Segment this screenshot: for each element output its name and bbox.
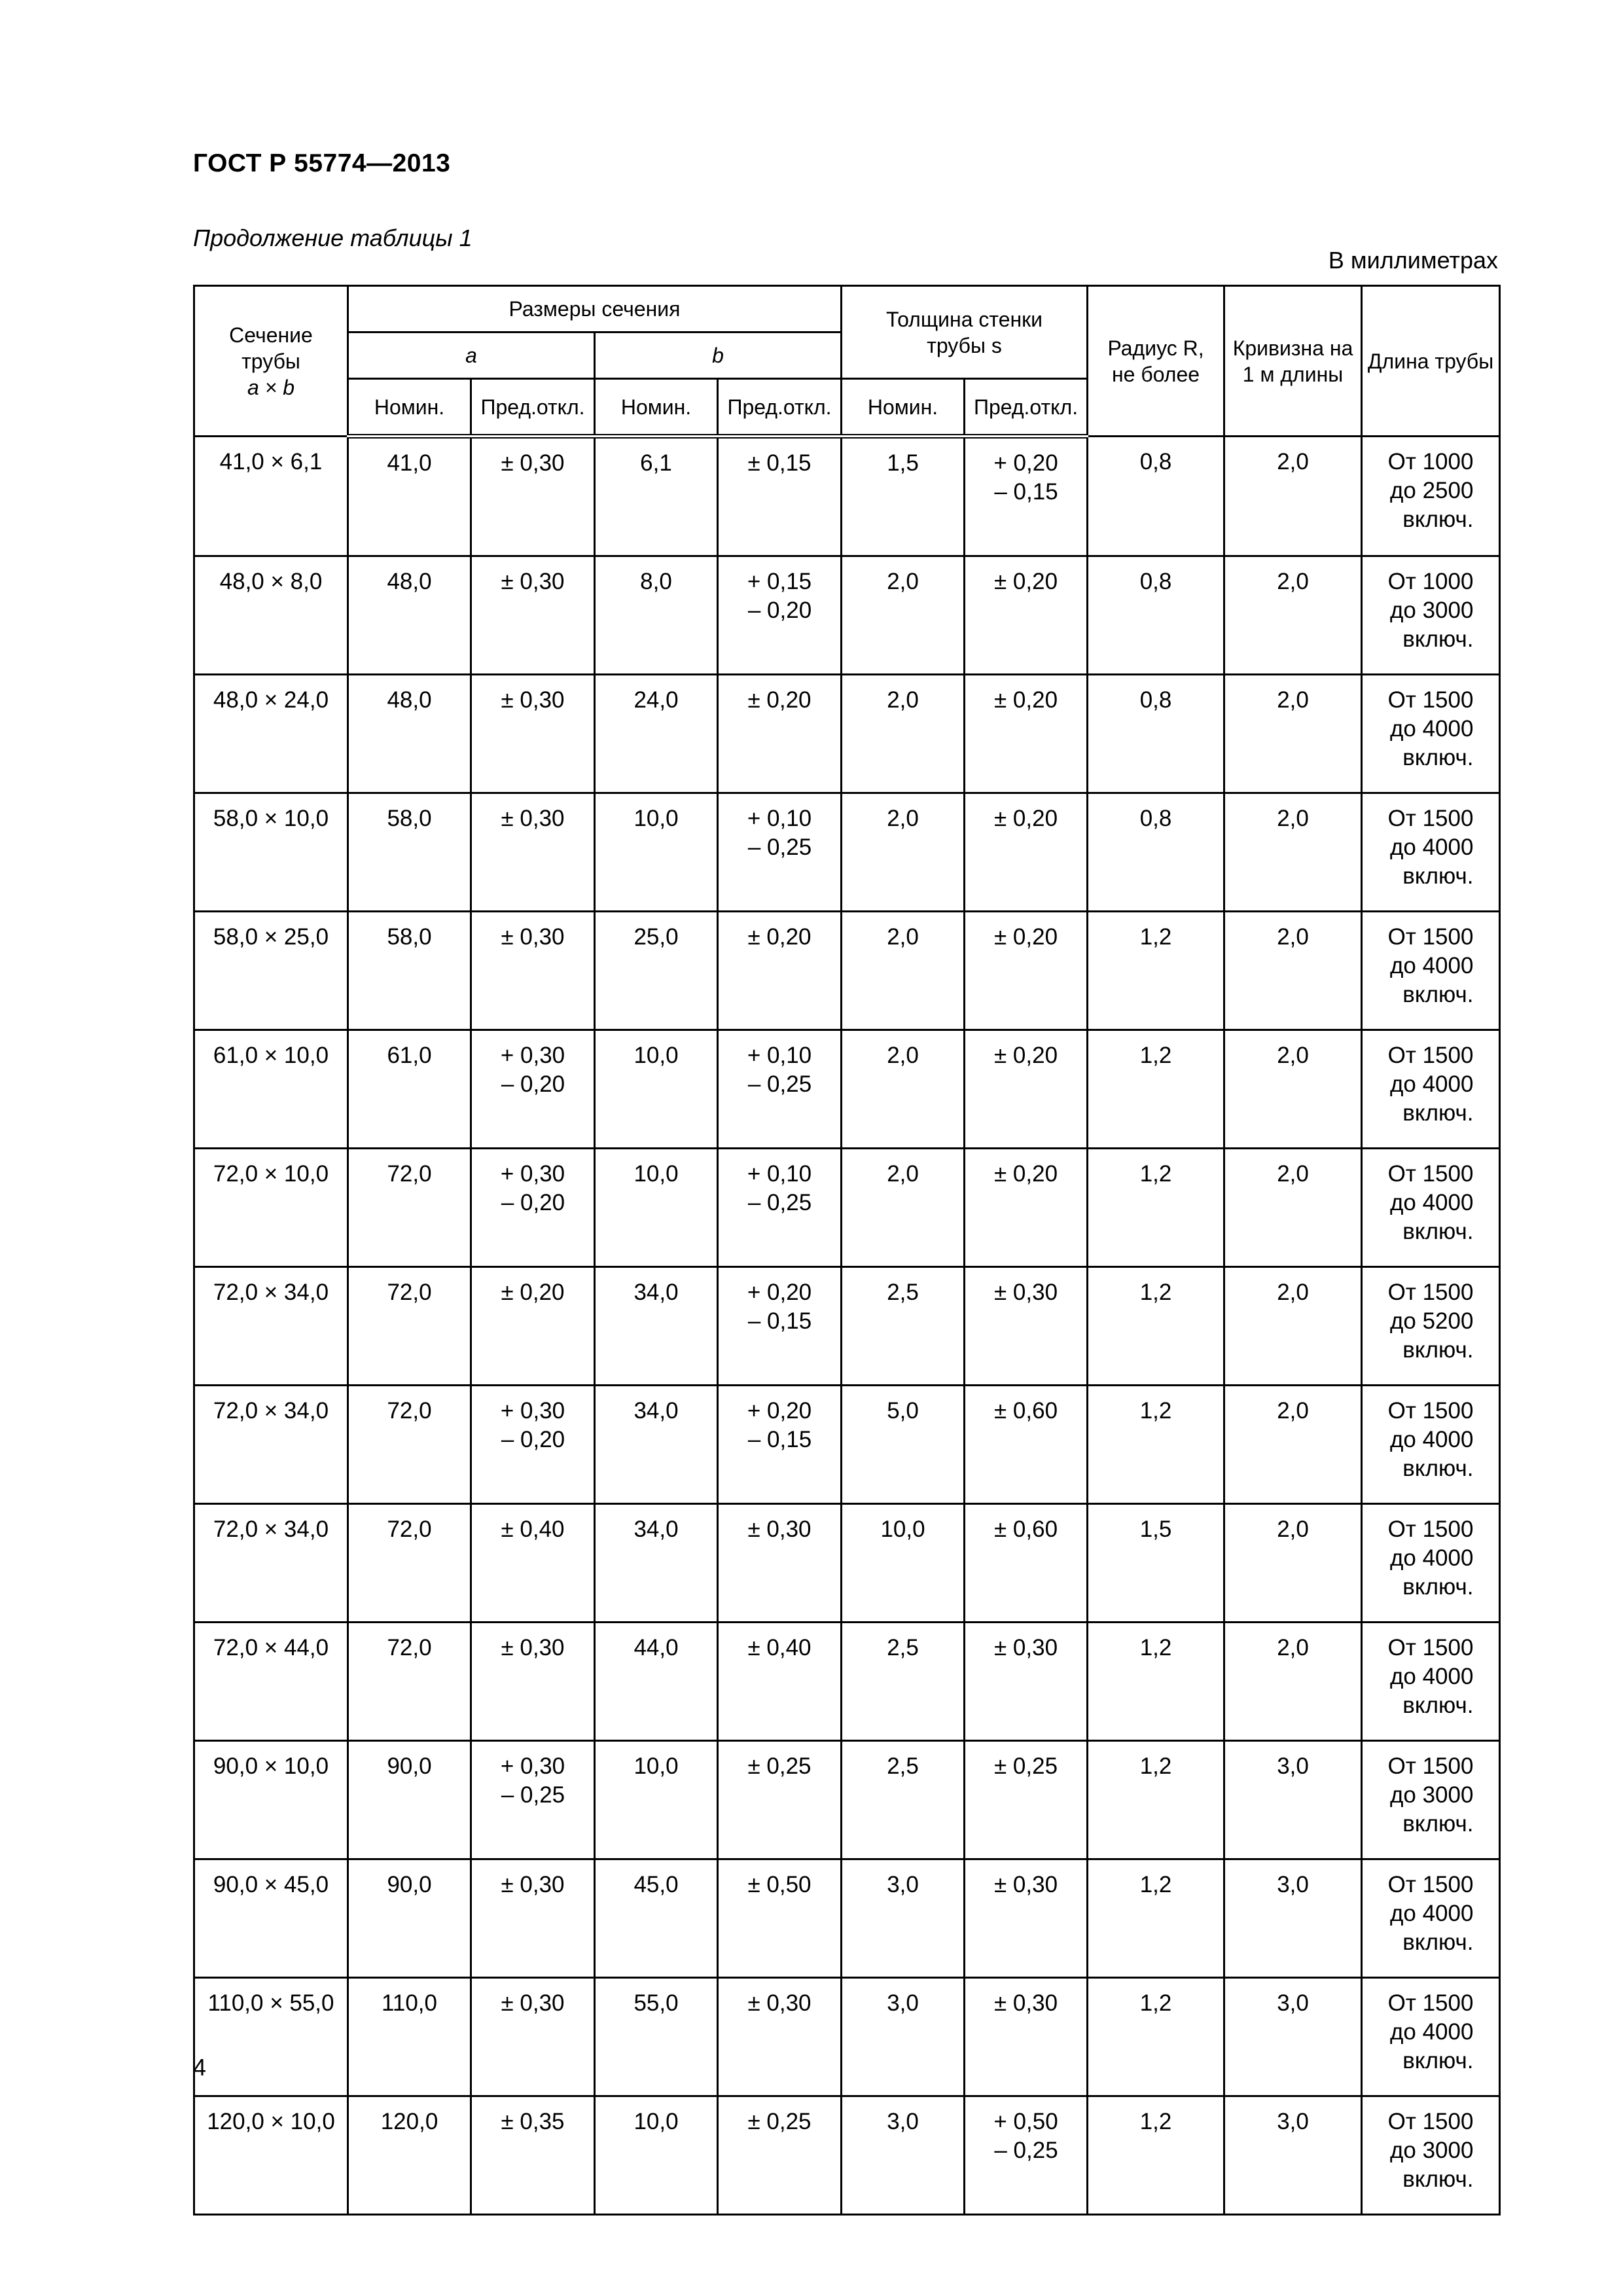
cell-length: От 1500 до 4000 включ. [1362,1859,1500,1978]
table-row [194,437,1500,556]
cell-curvature: 2,0 [1224,556,1362,675]
cell-section: 72,0 × 44,0 [194,1623,348,1741]
cell-a-tolerance: + 0,30 – 0,20 [471,1030,595,1149]
cell-b-tolerance: + 0,10 – 0,25 [718,1149,842,1267]
cell-s-tolerance: ± 0,20 [965,556,1088,675]
cell-length: От 1500 до 4000 включ. [1362,912,1500,1030]
cell-length: От 1500 до 4000 включ. [1362,793,1500,912]
cell-s-tolerance: + 0,20 – 0,15 [965,437,1088,556]
cell-a-nominal: 72,0 [348,1623,471,1741]
cell-b-nominal: 24,0 [595,675,718,793]
cell-s-nominal: 10,0 [842,1504,965,1623]
cell-a-tolerance: ± 0,30 [471,793,595,912]
table-header [194,286,1500,437]
header-s-tolerance: Пред.откл. [965,379,1088,437]
cell-length: От 1500 до 4000 включ. [1362,1386,1500,1504]
cell-curvature: 2,0 [1224,675,1362,793]
cell-length: От 1500 до 4000 включ. [1362,1504,1500,1623]
cell-s-nominal: 2,5 [842,1623,965,1741]
cell-curvature: 2,0 [1224,1149,1362,1267]
cell-curvature: 2,0 [1224,437,1362,556]
cell-length: От 1500 до 4000 включ. [1362,675,1500,793]
cell-a-nominal: 58,0 [348,793,471,912]
table-row [194,1978,1500,2096]
header-s-nominal: Номин. [842,379,965,437]
cell-s-nominal: 2,5 [842,1741,965,1859]
cell-radius: 1,2 [1088,1623,1224,1741]
cell-curvature: 3,0 [1224,1741,1362,1859]
cell-b-nominal: 10,0 [595,1030,718,1149]
cell-curvature: 2,0 [1224,912,1362,1030]
cell-s-nominal: 3,0 [842,1859,965,1978]
cell-curvature: 2,0 [1224,1504,1362,1623]
cell-s-tolerance: ± 0,20 [965,912,1088,1030]
cell-b-nominal: 8,0 [595,556,718,675]
pipe-dimensions-table [193,285,1501,2215]
document-title: ГОСТ Р 55774—2013 [193,149,451,177]
cell-a-tolerance: ± 0,30 [471,1623,595,1741]
cell-a-tolerance: ± 0,30 [471,912,595,1030]
cell-b-nominal: 34,0 [595,1504,718,1623]
table-body [194,437,1500,2215]
cell-s-nominal: 3,0 [842,2096,965,2215]
table-row [194,675,1500,793]
cell-curvature: 3,0 [1224,2096,1362,2215]
cell-section: 120,0 × 10,0 [194,2096,348,2215]
cell-b-tolerance: ± 0,25 [718,1741,842,1859]
cell-b-tolerance: ± 0,25 [718,2096,842,2215]
cell-radius: 1,2 [1088,1149,1224,1267]
cell-a-nominal: 72,0 [348,1386,471,1504]
cell-a-nominal: 48,0 [348,675,471,793]
cell-a-nominal: 72,0 [348,1267,471,1386]
cell-a-tolerance: ± 0,30 [471,556,595,675]
table-row [194,1741,1500,1859]
cell-a-nominal: 41,0 [348,437,471,556]
cell-a-nominal: 58,0 [348,912,471,1030]
cell-radius: 0,8 [1088,675,1224,793]
cell-a-nominal: 72,0 [348,1504,471,1623]
cell-radius: 1,2 [1088,1978,1224,2096]
cell-a-nominal: 110,0 [348,1978,471,2096]
cell-a-nominal: 120,0 [348,2096,471,2215]
cell-radius: 0,8 [1088,437,1224,556]
cell-section: 90,0 × 45,0 [194,1859,348,1978]
table-row [194,793,1500,912]
cell-length: От 1000 до 3000 включ. [1362,556,1500,675]
cell-b-tolerance: + 0,15 – 0,20 [718,556,842,675]
cell-s-tolerance: ± 0,30 [965,1623,1088,1741]
cell-b-tolerance: ± 0,40 [718,1623,842,1741]
cell-section: 90,0 × 10,0 [194,1741,348,1859]
cell-section: 72,0 × 34,0 [194,1267,348,1386]
cell-length: От 1500 до 4000 включ. [1362,1623,1500,1741]
cell-section: 58,0 × 25,0 [194,912,348,1030]
cell-section: 72,0 × 10,0 [194,1149,348,1267]
cell-b-nominal: 10,0 [595,793,718,912]
cell-s-tolerance: ± 0,20 [965,675,1088,793]
table-row [194,1859,1500,1978]
cell-s-nominal: 2,5 [842,1267,965,1386]
table-row [194,1030,1500,1149]
header-length: Длина трубы [1362,286,1500,437]
cell-s-tolerance: ± 0,30 [965,1978,1088,2096]
cell-length: От 1500 до 3000 включ. [1362,2096,1500,2215]
page-number: 4 [193,2054,207,2081]
cell-a-tolerance: ± 0,30 [471,1859,595,1978]
cell-a-nominal: 72,0 [348,1149,471,1267]
table-row [194,1386,1500,1504]
cell-a-nominal: 61,0 [348,1030,471,1149]
header-curvature: Кривизна на 1 м длины [1224,286,1362,437]
cell-a-tolerance: ± 0,30 [471,437,595,556]
cell-radius: 1,2 [1088,1030,1224,1149]
cell-section: 61,0 × 10,0 [194,1030,348,1149]
cell-s-nominal: 2,0 [842,1149,965,1267]
cell-length: От 1500 до 4000 включ. [1362,1978,1500,2096]
cell-section: 72,0 × 34,0 [194,1504,348,1623]
cell-s-nominal: 2,0 [842,912,965,1030]
cell-s-nominal: 2,0 [842,793,965,912]
table-row [194,1149,1500,1267]
cell-radius: 1,2 [1088,1859,1224,1978]
cell-section: 58,0 × 10,0 [194,793,348,912]
cell-b-tolerance: ± 0,20 [718,912,842,1030]
header-b: b [595,332,842,379]
cell-a-tolerance: + 0,30 – 0,20 [471,1386,595,1504]
cell-b-tolerance: + 0,20 – 0,15 [718,1267,842,1386]
cell-curvature: 2,0 [1224,793,1362,912]
header-wall-thickness: Толщина стенки трубы s [842,286,1088,379]
cell-b-tolerance: + 0,20 – 0,15 [718,1386,842,1504]
cell-section: 41,0 × 6,1 [194,437,348,556]
header-dimensions: Размеры сечения [348,286,842,332]
cell-b-nominal: 44,0 [595,1623,718,1741]
cell-a-nominal: 90,0 [348,1741,471,1859]
cell-s-tolerance: ± 0,20 [965,793,1088,912]
cell-s-nominal: 5,0 [842,1386,965,1504]
units-note: В миллиметрах [1328,247,1498,274]
cell-b-tolerance: ± 0,20 [718,675,842,793]
table-row [194,912,1500,1030]
header-b-tolerance: Пред.откл. [718,379,842,437]
cell-radius: 1,2 [1088,2096,1224,2215]
cell-section: 72,0 × 34,0 [194,1386,348,1504]
cell-a-tolerance: + 0,30 – 0,20 [471,1149,595,1267]
table-row [194,556,1500,675]
cell-section: 48,0 × 24,0 [194,675,348,793]
cell-radius: 1,5 [1088,1504,1224,1623]
header-a-tolerance: Пред.откл. [471,379,595,437]
cell-length: От 1500 до 4000 включ. [1362,1149,1500,1267]
header-b-nominal: Номин. [595,379,718,437]
header-a: a [348,332,595,379]
cell-s-nominal: 1,5 [842,437,965,556]
cell-a-tolerance: ± 0,35 [471,2096,595,2215]
cell-b-tolerance: + 0,10 – 0,25 [718,793,842,912]
cell-a-tolerance: ± 0,20 [471,1267,595,1386]
cell-length: От 1500 до 4000 включ. [1362,1030,1500,1149]
cell-b-nominal: 34,0 [595,1267,718,1386]
table-row [194,1623,1500,1741]
cell-s-tolerance: ± 0,30 [965,1859,1088,1978]
cell-b-tolerance: ± 0,50 [718,1859,842,1978]
cell-b-nominal: 45,0 [595,1859,718,1978]
cell-curvature: 2,0 [1224,1623,1362,1741]
table-row [194,1504,1500,1623]
cell-curvature: 2,0 [1224,1267,1362,1386]
cell-s-nominal: 2,0 [842,675,965,793]
cell-s-tolerance: ± 0,25 [965,1741,1088,1859]
cell-curvature: 2,0 [1224,1030,1362,1149]
header-section: Сечение трубы a × b [194,286,348,437]
cell-s-nominal: 2,0 [842,1030,965,1149]
header-radius: Радиус R, не более [1088,286,1224,437]
table-row [194,1267,1500,1386]
cell-s-nominal: 2,0 [842,556,965,675]
cell-b-nominal: 25,0 [595,912,718,1030]
cell-section: 48,0 × 8,0 [194,556,348,675]
cell-b-nominal: 10,0 [595,1741,718,1859]
cell-radius: 0,8 [1088,793,1224,912]
header-a-nominal: Номин. [348,379,471,437]
cell-length: От 1000 до 2500 включ. [1362,437,1500,556]
cell-radius: 1,2 [1088,1386,1224,1504]
cell-radius: 1,2 [1088,1267,1224,1386]
cell-a-tolerance: ± 0,40 [471,1504,595,1623]
cell-b-tolerance: ± 0,15 [718,437,842,556]
cell-radius: 0,8 [1088,556,1224,675]
cell-b-nominal: 6,1 [595,437,718,556]
cell-a-tolerance: ± 0,30 [471,1978,595,2096]
cell-b-nominal: 10,0 [595,1149,718,1267]
cell-a-nominal: 90,0 [348,1859,471,1978]
cell-curvature: 3,0 [1224,1978,1362,2096]
cell-b-tolerance: ± 0,30 [718,1978,842,2096]
cell-b-nominal: 55,0 [595,1978,718,2096]
cell-s-nominal: 3,0 [842,1978,965,2096]
cell-radius: 1,2 [1088,1741,1224,1859]
cell-a-tolerance: + 0,30 – 0,25 [471,1741,595,1859]
cell-s-tolerance: ± 0,60 [965,1504,1088,1623]
cell-a-nominal: 48,0 [348,556,471,675]
cell-s-tolerance: ± 0,60 [965,1386,1088,1504]
cell-b-nominal: 34,0 [595,1386,718,1504]
table-continuation-caption: Продолжение таблицы 1 [193,224,473,251]
cell-b-tolerance: + 0,10 – 0,25 [718,1030,842,1149]
cell-s-tolerance: + 0,50 – 0,25 [965,2096,1088,2215]
cell-s-tolerance: ± 0,30 [965,1267,1088,1386]
cell-s-tolerance: ± 0,20 [965,1030,1088,1149]
cell-curvature: 2,0 [1224,1386,1362,1504]
cell-s-tolerance: ± 0,20 [965,1149,1088,1267]
cell-a-tolerance: ± 0,30 [471,675,595,793]
cell-length: От 1500 до 5200 включ. [1362,1267,1500,1386]
cell-section: 110,0 × 55,0 [194,1978,348,2096]
cell-radius: 1,2 [1088,912,1224,1030]
cell-curvature: 3,0 [1224,1859,1362,1978]
cell-b-tolerance: ± 0,30 [718,1504,842,1623]
table-row [194,2096,1500,2215]
cell-length: От 1500 до 3000 включ. [1362,1741,1500,1859]
cell-b-nominal: 10,0 [595,2096,718,2215]
